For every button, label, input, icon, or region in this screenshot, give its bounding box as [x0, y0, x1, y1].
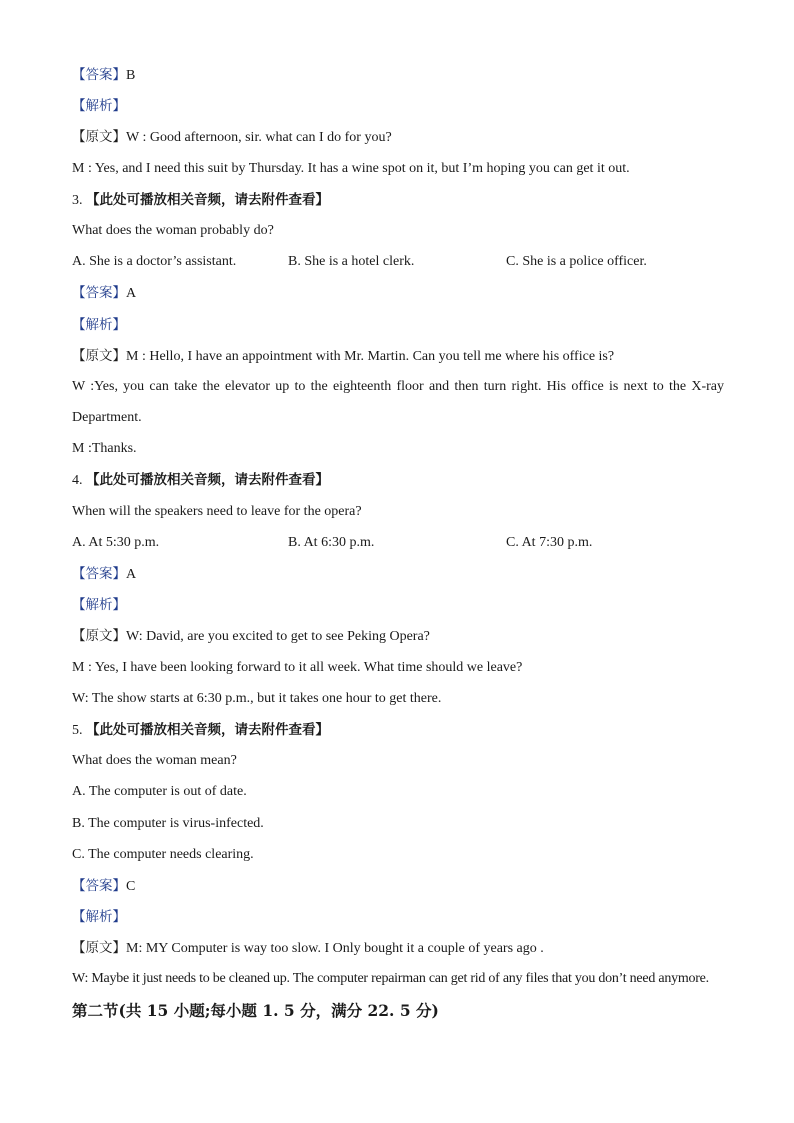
answer-tag: 【答案】	[72, 877, 126, 894]
q3-analysis-line	[72, 313, 724, 344]
q4-answer-line	[72, 562, 724, 593]
q2-answer-line	[72, 63, 724, 94]
q4-question: When will the speakers need to leave for the opera?	[72, 503, 362, 519]
q5-analysis-line	[72, 905, 724, 936]
q3-options	[72, 250, 724, 281]
option-c: C. At 7:30 p.m.	[506, 534, 593, 550]
answer-tag: 【答案】	[72, 67, 126, 83]
q5-transcript-line-2: W: Maybe it just needs to be cleaned up. The computer repairman can get rid of any files that you don’t need anymore.	[72, 971, 709, 987]
answer-tag: 【答案】	[72, 285, 126, 302]
q4-transcript-line-1	[72, 624, 724, 655]
q2-analysis-line	[72, 94, 724, 125]
original-tag: 【原文】	[72, 940, 126, 957]
answer-value: B	[126, 68, 136, 83]
option-a: A. At 5:30 p.m.	[72, 534, 160, 550]
q4-header	[72, 468, 724, 499]
audio-notice[interactable]: 【此处可播放相关音频，请去附件查看】	[86, 191, 329, 208]
q5-option-c: C. The computer needs clearing.	[72, 846, 254, 862]
option-a: A. She is a doctor’s assistant.	[72, 254, 237, 270]
transcript-text: W : Good afternoon, sir. what can I do for you?	[126, 130, 392, 146]
question-number: 3.	[72, 192, 83, 208]
q3-transcript-line-4: M :Thanks.	[72, 441, 137, 457]
q3-question: What does the woman probably do?	[72, 222, 274, 238]
q5-answer-line	[72, 874, 724, 905]
transcript-text: M : Hello, I have an appointment with Mr. Martin. Can you tell me where his office is?	[126, 348, 615, 364]
q3-answer-line	[72, 281, 724, 312]
document-page	[72, 63, 724, 1030]
q5-header	[72, 718, 724, 749]
audio-notice[interactable]: 【此处可播放相关音频，请去附件查看】	[86, 721, 329, 738]
transcript-text: W: David, are you excited to get to see Peking Opera?	[126, 629, 430, 645]
q3-transcript-line-2: W :Yes, you can take the elevator up to the eighteenth floor and then turn right. His office is next to the X-ray	[72, 378, 724, 394]
q4-transcript-line-2: M : Yes, I have been looking forward to it all week. What time should we leave?	[72, 659, 523, 675]
option-b: B. At 6:30 p.m.	[288, 534, 375, 550]
q2-transcript-line-2: M : Yes, and I need this suit by Thursday. It has a wine spot on it, but I’m hoping you can get it out.	[72, 160, 630, 176]
audio-notice[interactable]: 【此处可播放相关音频，请去附件查看】	[86, 472, 329, 489]
q2-transcript-line-1	[72, 125, 724, 156]
option-b: B. She is a hotel clerk.	[288, 254, 415, 270]
original-tag: 【原文】	[72, 347, 126, 364]
option-c: C. She is a police officer.	[506, 254, 647, 270]
analysis-tag: 【解析】	[72, 98, 126, 115]
q5-question: What does the woman mean?	[72, 753, 237, 769]
question-number: 4.	[72, 473, 83, 489]
q4-transcript-line-3: W: The show starts at 6:30 p.m., but it takes one hour to get there.	[72, 690, 442, 706]
q3-header	[72, 188, 724, 219]
q3-transcript-line-3: Department.	[72, 410, 142, 426]
analysis-tag: 【解析】	[72, 316, 126, 333]
transcript-text: M: MY Computer is way too slow. I Only bought it a couple of years ago .	[126, 941, 544, 957]
original-tag: 【原文】	[72, 129, 126, 146]
q4-options	[72, 531, 724, 562]
analysis-tag: 【解析】	[72, 909, 126, 926]
q3-transcript-line-1	[72, 344, 724, 375]
q5-transcript-line-1	[72, 936, 724, 967]
q5-option-a: A. The computer is out of date.	[72, 784, 247, 800]
q5-option-b: B. The computer is virus-infected.	[72, 815, 264, 831]
answer-tag: 【答案】	[72, 566, 126, 582]
question-number: 5.	[72, 722, 83, 738]
q4-analysis-line	[72, 593, 724, 624]
analysis-tag: 【解析】	[72, 597, 126, 614]
original-tag: 【原文】	[72, 628, 126, 645]
answer-value: A	[126, 567, 137, 582]
section-2-title: 第二节(共 15 小题;每小题 1. 5 分，满分 22. 5 分)	[72, 1000, 439, 1020]
answer-value: A	[126, 286, 137, 302]
answer-value: C	[126, 878, 136, 894]
